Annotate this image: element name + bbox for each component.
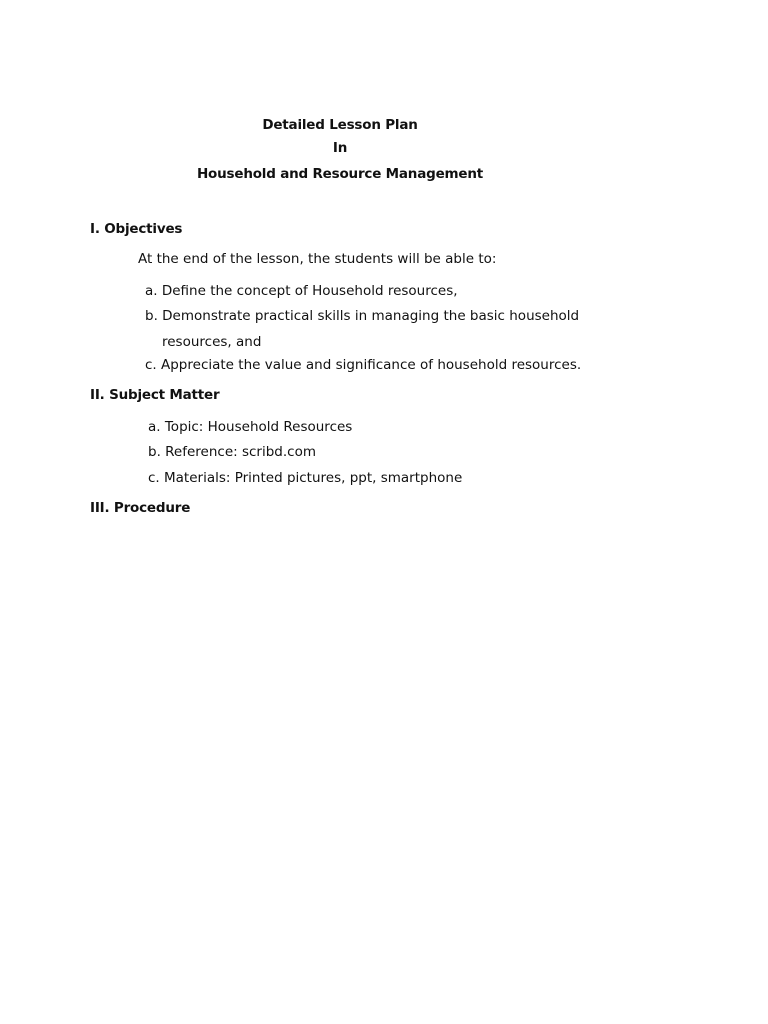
subject-matter-item: b. Reference: scribd.com — [148, 444, 316, 460]
document-subtitle: Household and Resource Management — [196, 166, 484, 182]
objectives-heading: I. Objectives — [90, 221, 183, 237]
objectives-intro: At the end of the lesson, the students will be able to: — [138, 251, 497, 267]
document-title-connector: In — [332, 140, 348, 156]
objective-item: b. Demonstrate practical skills in managing the basic household — [145, 308, 580, 324]
objective-item: c. Appreciate the value and significance of household resources. — [145, 357, 582, 373]
subject-matter-item: c. Materials: Printed pictures, ppt, smartphone — [148, 470, 463, 486]
subject-matter-heading: II. Subject Matter — [90, 387, 220, 403]
objective-item-continuation: resources, and — [162, 334, 262, 350]
procedure-heading: III. Procedure — [90, 500, 191, 516]
objective-item: a. Define the concept of Household resources, — [145, 283, 458, 299]
subject-matter-item: a. Topic: Household Resources — [148, 419, 353, 435]
document-title: Detailed Lesson Plan — [262, 117, 418, 133]
